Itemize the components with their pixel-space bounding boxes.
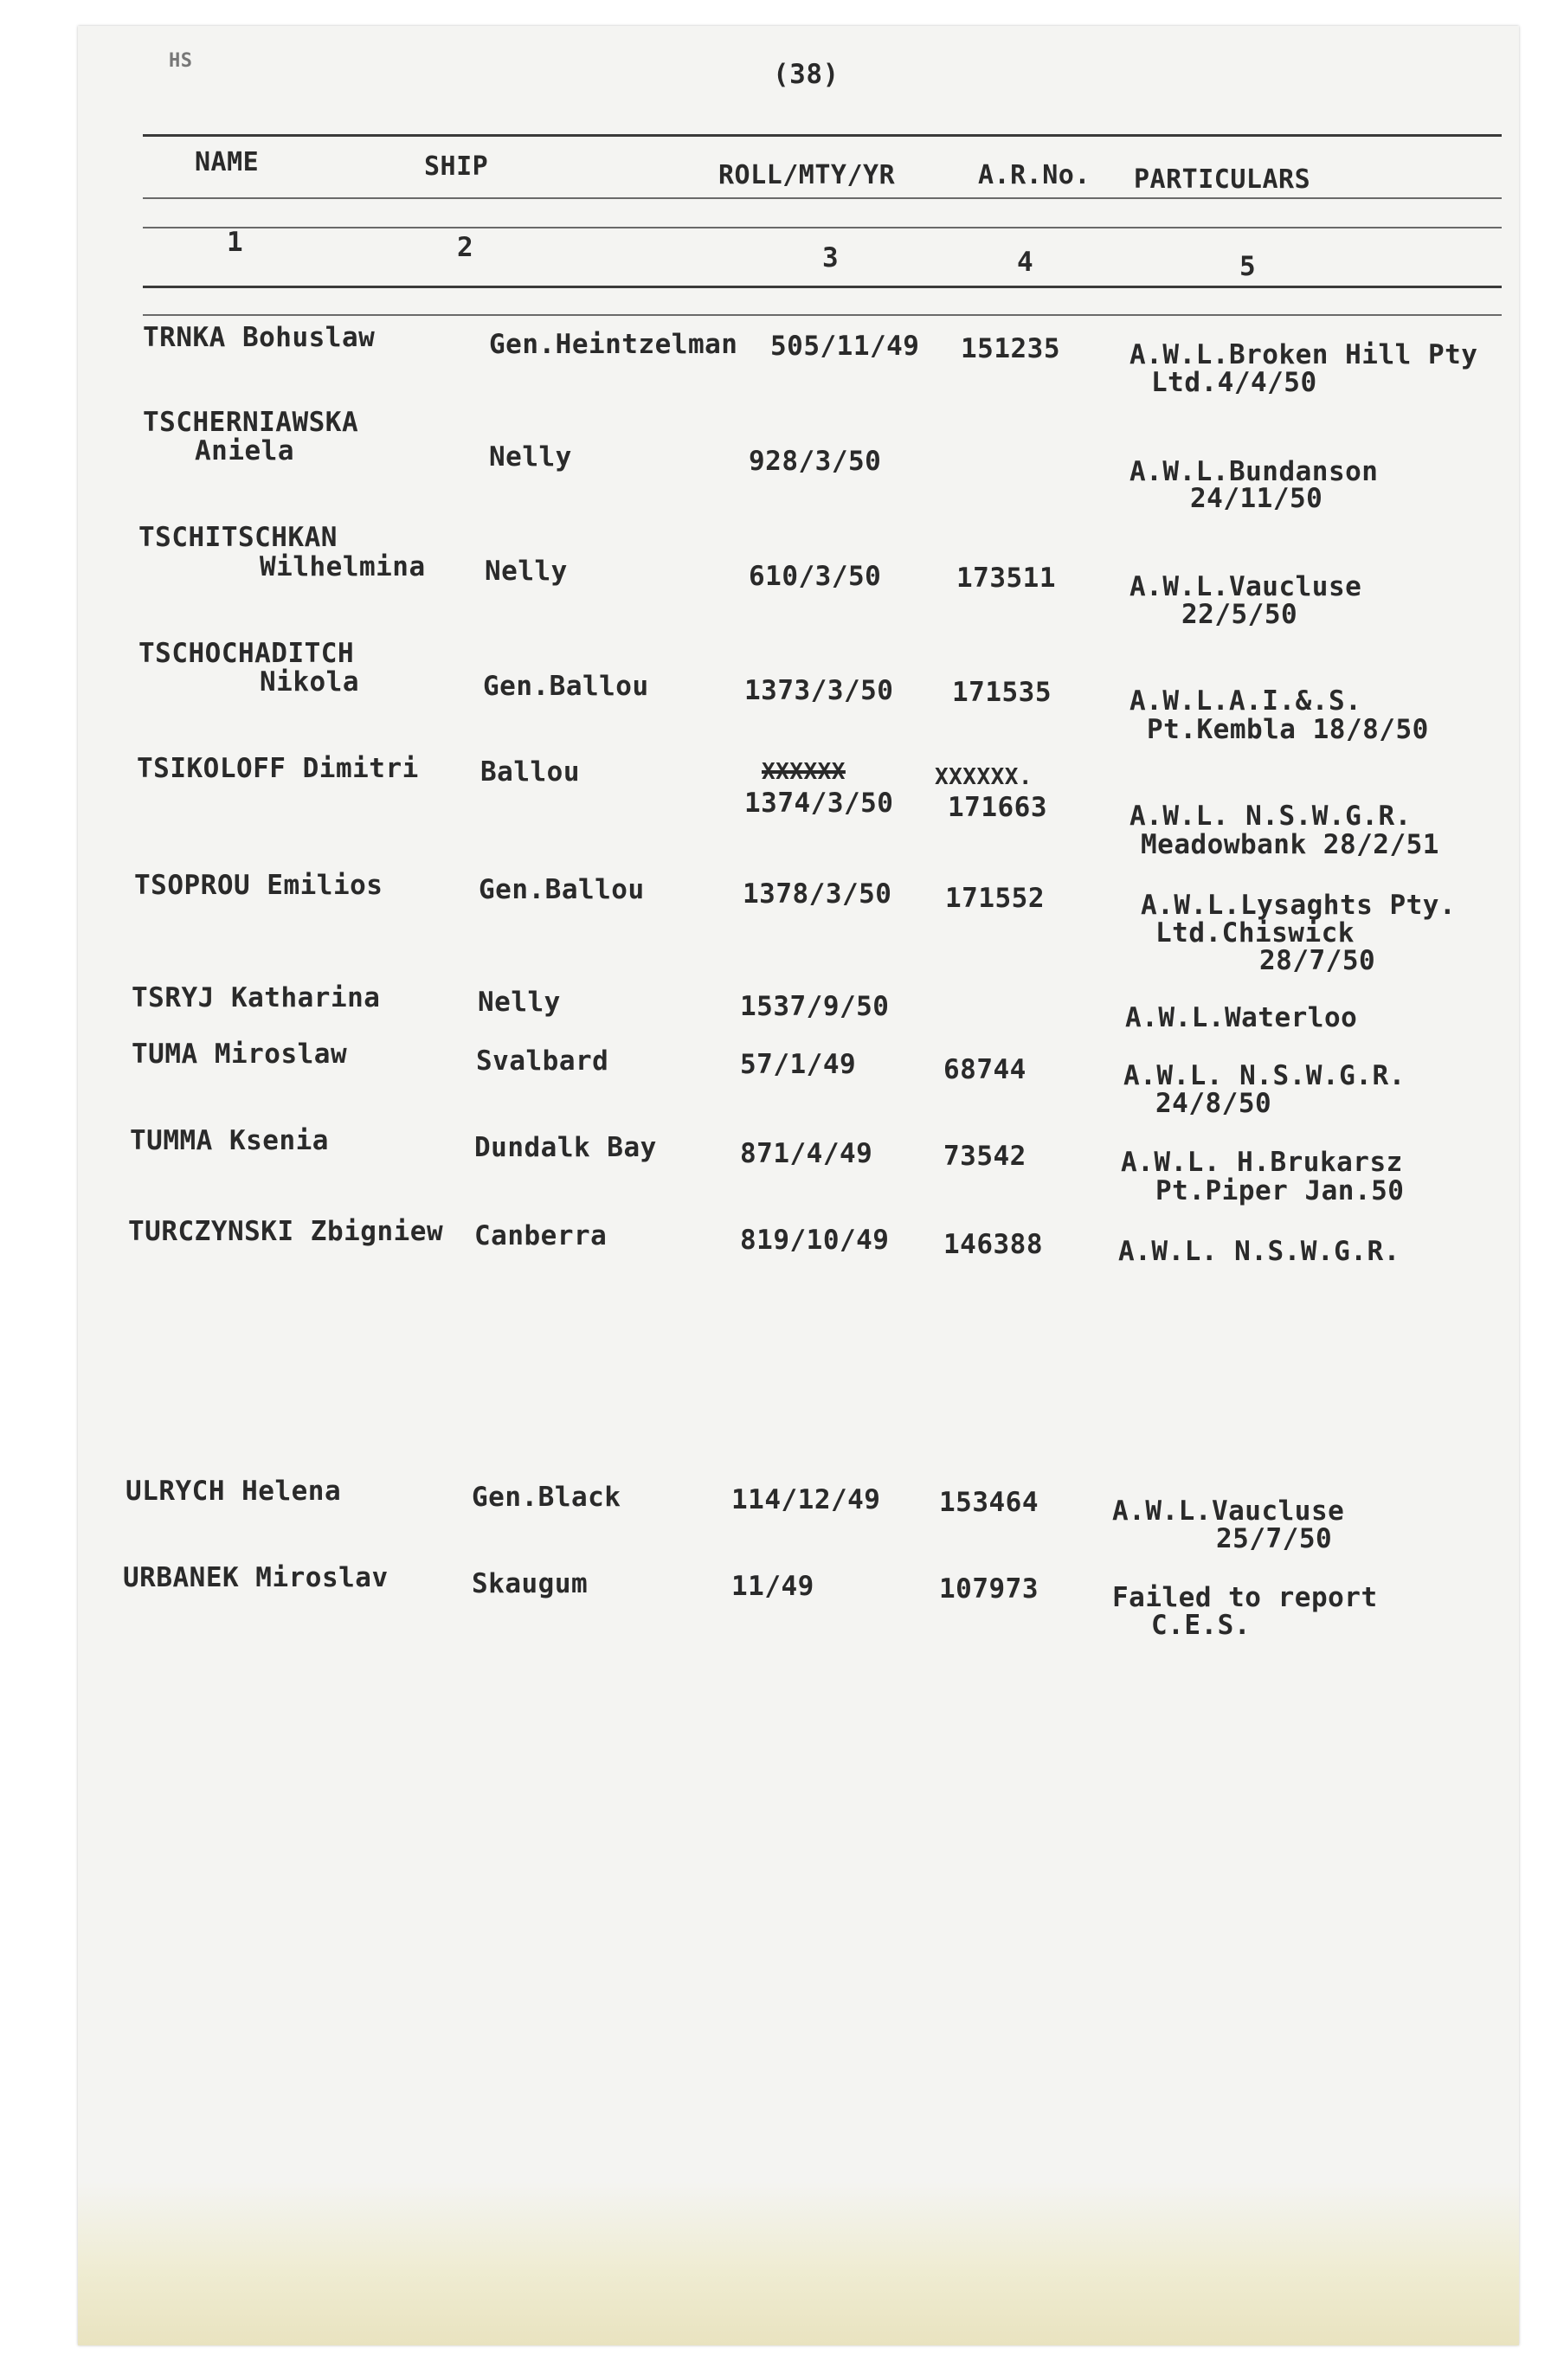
entry-particulars: 28/7/50 — [1259, 945, 1376, 976]
entry-ship: Canberra — [474, 1220, 608, 1251]
header-name: NAME — [195, 147, 260, 177]
entry-ship: Nelly — [485, 556, 568, 587]
entry-particulars: A.W.L. H.Brukarsz — [1121, 1147, 1403, 1178]
entry-particulars: A.W.L. N.S.W.G.R. — [1118, 1236, 1400, 1267]
entry-name: TUMMA Ksenia — [130, 1125, 329, 1156]
header-ship: SHIP — [424, 151, 489, 182]
entry-ship: Nelly — [489, 441, 572, 473]
entry-particulars: 25/7/50 — [1216, 1523, 1333, 1554]
entry-particulars: 22/5/50 — [1181, 599, 1298, 630]
entry-name: TUMA Miroslaw — [132, 1039, 348, 1070]
entry-ar-no: 107973 — [939, 1573, 1039, 1605]
entry-name: TSCHERNIAWSKA — [143, 407, 359, 438]
entry-roll: 819/10/49 — [740, 1225, 890, 1256]
entry-roll: 610/3/50 — [749, 561, 882, 592]
entry-roll: 1378/3/50 — [743, 878, 892, 910]
entry-ar-no: 146388 — [943, 1229, 1043, 1260]
header-rule — [143, 197, 1502, 199]
entry-name: TRNKA Bohuslaw — [143, 322, 376, 353]
entry-name: TSRYJ Katharina — [132, 982, 381, 1013]
page-number: (38) — [773, 59, 840, 90]
entry-particulars: A.W.L.Waterloo — [1125, 1002, 1358, 1033]
entry-name: TSOPROU Emilios — [134, 870, 383, 901]
entry-ar-no: 171535 — [952, 677, 1052, 708]
entry-name: Nikola — [260, 666, 359, 698]
entry-particulars: A.W.L. N.S.W.G.R. — [1123, 1060, 1406, 1091]
entry-particulars: A.W.L.Vaucluse — [1112, 1496, 1345, 1527]
entry-name: TURCZYNSKI Zbigniew — [128, 1216, 444, 1247]
entry-particulars: C.E.S. — [1151, 1610, 1251, 1641]
entry-name: Aniela — [195, 435, 294, 466]
entry-particulars: Pt.Piper Jan.50 — [1155, 1175, 1405, 1206]
entry-roll: 871/4/49 — [740, 1138, 873, 1169]
entry-ship: Gen.Ballou — [483, 671, 649, 702]
column-number: 1 — [227, 227, 244, 258]
entry-particulars: A.W.L.Lysaghts Pty. — [1141, 890, 1457, 921]
entry-ar-no: 73542 — [943, 1141, 1026, 1172]
header-ar-no: A.R.No. — [978, 160, 1091, 190]
entry-particulars: A.W.L. N.S.W.G.R. — [1129, 801, 1412, 832]
entry-roll: 928/3/50 — [749, 446, 882, 477]
entry-particulars: Pt.Kembla 18/8/50 — [1147, 714, 1429, 745]
entry-ar-no: 68744 — [943, 1054, 1026, 1085]
top-rule — [143, 134, 1502, 137]
top-left-mark: HS — [169, 50, 193, 72]
entry-roll: 114/12/49 — [731, 1484, 881, 1515]
entry-roll: 1537/9/50 — [740, 991, 890, 1022]
column-number: 3 — [822, 242, 840, 273]
entry-roll: 11/49 — [731, 1571, 814, 1602]
entry-ar-no: 151235 — [961, 333, 1060, 364]
entry-ship: Dundalk Bay — [474, 1132, 657, 1163]
entry-name: ULRYCH Helena — [125, 1476, 342, 1507]
column-number-rule-2 — [143, 314, 1502, 316]
entry-particulars: Ltd.Chiswick — [1155, 917, 1355, 949]
entry-roll: 505/11/49 — [770, 331, 920, 362]
entry-name: TSCHITSCHKAN — [138, 522, 338, 553]
entry-ar-no: 171663 — [948, 792, 1047, 823]
entry-particulars: 24/8/50 — [1155, 1088, 1272, 1119]
entry-roll: 1373/3/50 — [744, 675, 894, 706]
column-number: 2 — [457, 232, 474, 263]
entry-ar-no: 153464 — [939, 1487, 1039, 1518]
entry-name: TSIKOLOFF Dimitri — [137, 753, 419, 784]
entry-particulars: A.W.L.A.I.&.S. — [1129, 685, 1362, 717]
entry-name: TSCHOCHADITCH — [138, 638, 355, 669]
entry-ship: Gen.Black — [472, 1482, 621, 1513]
entry-ship: Gen.Ballou — [479, 874, 645, 905]
entry-ship: Nelly — [478, 987, 561, 1018]
entry-roll: 1374/3/50 — [744, 788, 894, 819]
entry-ar-no: 171552 — [945, 883, 1045, 914]
entry-particulars: 24/11/50 — [1190, 483, 1323, 514]
column-number: 4 — [1017, 247, 1034, 278]
entry-ar-no: 173511 — [956, 563, 1056, 594]
header-rule-2 — [143, 227, 1502, 228]
header-roll: ROLL/MTY/YR — [718, 160, 896, 190]
entry-roll: 57/1/49 — [740, 1049, 857, 1080]
entry-ship: Gen.Heintzelman — [489, 329, 738, 360]
column-number-rule — [143, 286, 1502, 288]
entry-ship: Svalbard — [476, 1045, 609, 1077]
entry-name: Wilhelmina — [260, 551, 426, 582]
struck-ar-no: XXXXXX. — [935, 764, 1033, 790]
column-number: 5 — [1239, 251, 1257, 282]
entry-ship: Skaugum — [472, 1568, 589, 1599]
entry-particulars: A.W.L.Vaucluse — [1129, 571, 1362, 602]
entry-particulars: Failed to report — [1112, 1582, 1378, 1613]
entry-name: URBANEK Miroslav — [123, 1562, 389, 1593]
entry-particulars: A.W.L.Bundanson — [1129, 456, 1379, 487]
struck-roll: XXXXXX — [762, 759, 846, 785]
entry-particulars: A.W.L.Broken Hill Pty — [1129, 339, 1478, 370]
entry-particulars: Meadowbank 28/2/51 — [1141, 829, 1439, 860]
header-particulars: PARTICULARS — [1134, 164, 1311, 195]
entry-ship: Ballou — [480, 756, 580, 788]
entry-particulars: Ltd.4/4/50 — [1151, 367, 1317, 398]
paper-discoloration — [78, 2181, 1519, 2345]
